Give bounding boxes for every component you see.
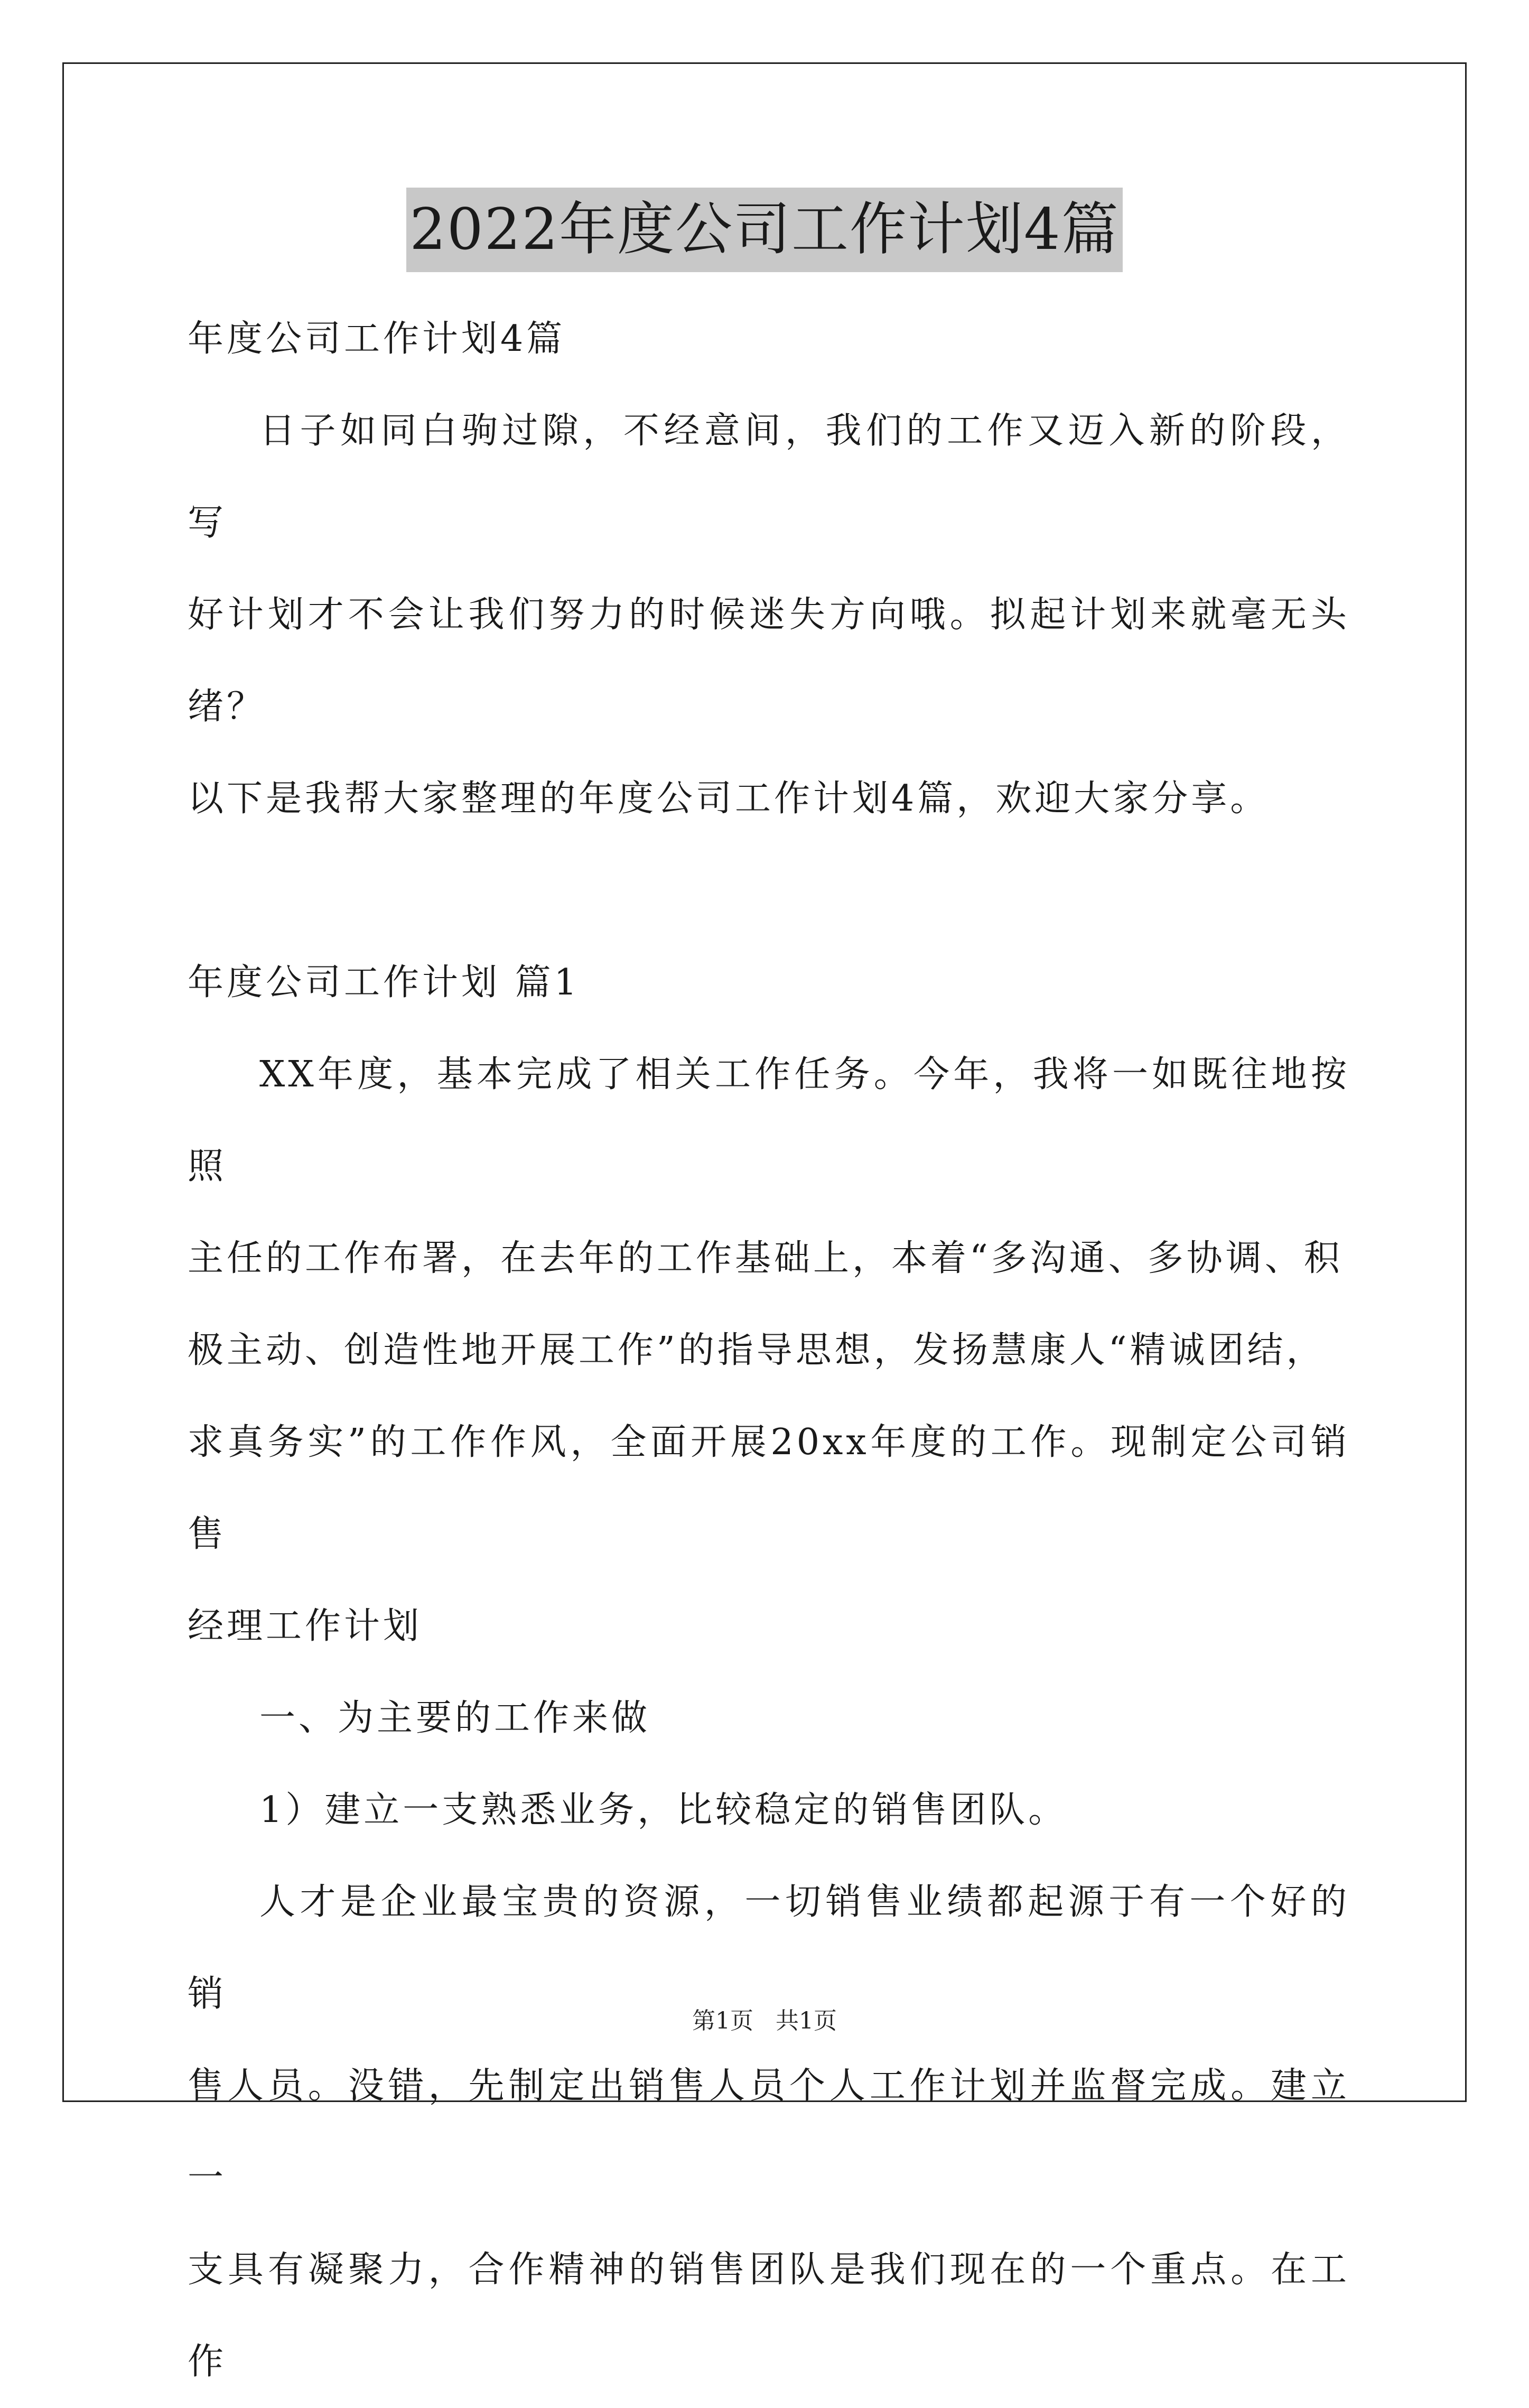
document-title: 2022年度公司工作计划4篇: [406, 188, 1123, 272]
paragraph-line: XX年度，基本完成了相关工作任务。今年，我将一如既往地按照: [188, 1054, 1350, 1187]
title-wrap: [0, 188, 1529, 272]
page-total: 共1页: [776, 2007, 837, 2034]
section-heading: 年度公司工作计划 篇1: [188, 962, 580, 1003]
intro-line: 好计划才不会让我们努力的时候迷失方向哦。拟起计划来就毫无头绪？: [188, 594, 1350, 728]
intro-line: 以下是我帮大家整理的年度公司工作计划4篇，欢迎大家分享。: [188, 778, 1270, 820]
paragraph-line: 求真务实”的工作作风，全面开展20xx年度的工作。现制定公司销售: [188, 1421, 1350, 1555]
document-subtitle: 年度公司工作计划4篇: [188, 318, 566, 360]
paragraph-line: 支具有凝聚力，合作精神的销售团队是我们现在的一个重点。在工作: [188, 2249, 1350, 2383]
page-number: 第1页: [692, 2007, 753, 2034]
paragraph-line: 经理工作计划: [188, 1605, 423, 1647]
paragraph-line: 人才是企业最宝贵的资源，一切销售业绩都起源于有一个好的销: [188, 1881, 1350, 2015]
paragraph-line: 售人员。没错，先制定出销售人员个人工作计划并监督完成。建立一: [188, 2065, 1350, 2199]
paragraph-line: 主任的工作布署，在去年的工作基础上，本着“多沟通、多协调、积: [188, 1238, 1343, 1279]
page-footer: [0, 2005, 1529, 2037]
paragraph-line: 极主动、创造性地开展工作”的指导思想，发扬慧康人“精诚团结，: [188, 1329, 1326, 1371]
intro-line: 日子如同白驹过隙，不经意间，我们的工作又迈入新的阶段，写: [188, 410, 1350, 544]
point-subheading: 1）建立一支熟悉业务，比较稳定的销售团队。: [259, 1789, 1068, 1831]
spacer: [188, 845, 1350, 937]
point-heading: 一、为主要的工作来做: [259, 1697, 651, 1739]
document-body: [188, 293, 1350, 2408]
